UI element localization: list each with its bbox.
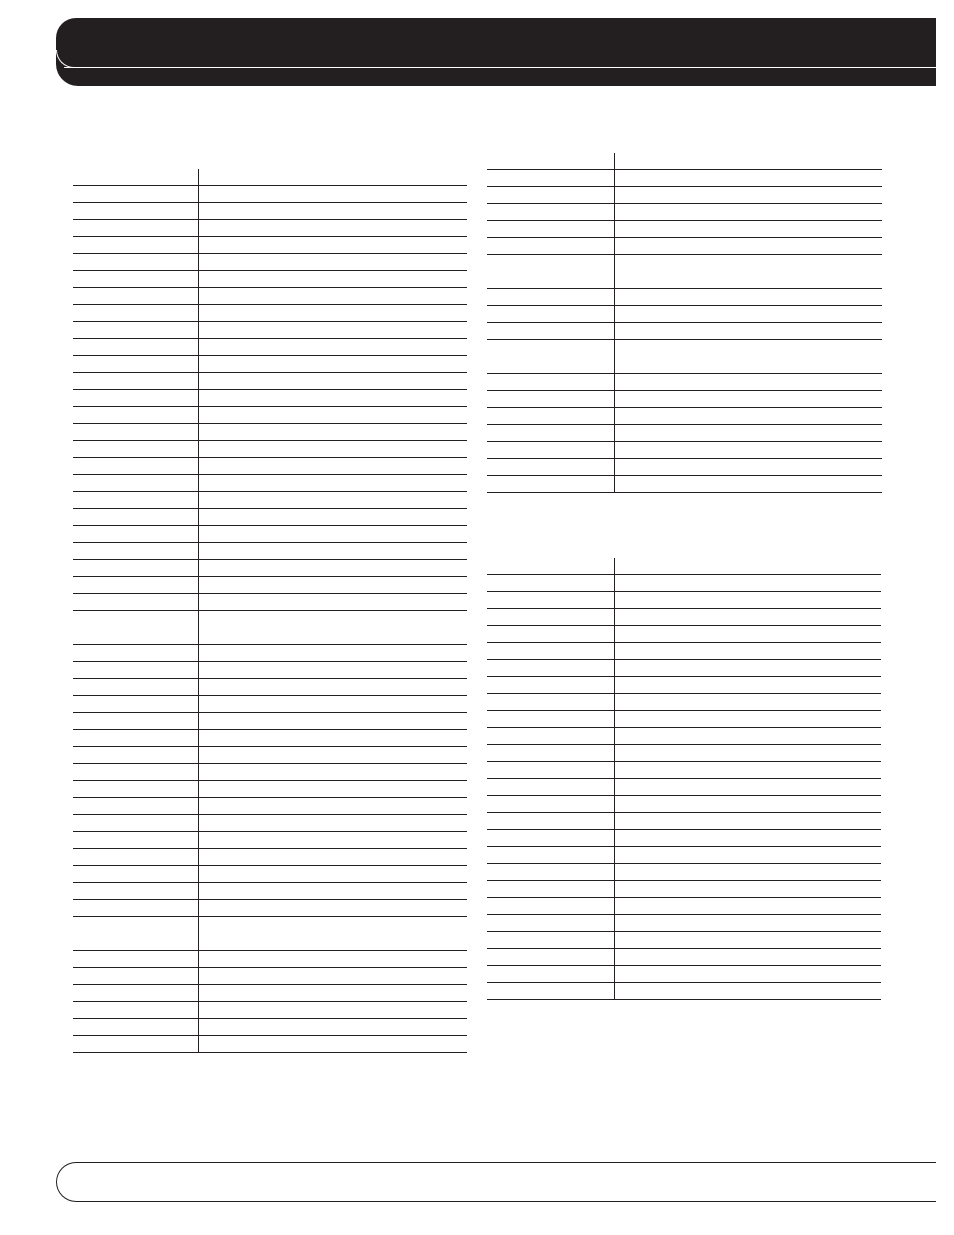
cell-key <box>73 339 198 356</box>
cell-key <box>73 594 198 611</box>
cell-value <box>198 968 467 985</box>
cell-key <box>73 679 198 696</box>
cell-value <box>614 677 881 694</box>
table-row <box>73 900 467 917</box>
table-row <box>487 374 882 391</box>
cell-key <box>487 391 614 408</box>
column-header <box>487 558 614 575</box>
table-row <box>73 271 467 288</box>
cell-value <box>198 220 467 237</box>
table-row <box>487 442 882 459</box>
cell-value <box>614 847 881 864</box>
table-row <box>487 949 881 966</box>
cell-value <box>614 864 881 881</box>
table-row <box>73 220 467 237</box>
cell-key <box>487 796 614 813</box>
cell-value <box>614 983 881 1000</box>
table-header-row <box>487 558 881 575</box>
cell-key <box>73 645 198 662</box>
cell-value <box>198 288 467 305</box>
cell-value <box>198 594 467 611</box>
cell-value <box>614 170 882 187</box>
column-header <box>614 558 881 575</box>
cell-key <box>487 459 614 476</box>
cell-value <box>614 949 881 966</box>
cell-value <box>198 373 467 390</box>
cell-value <box>614 442 882 459</box>
cell-value <box>198 747 467 764</box>
cell-value <box>614 476 882 493</box>
cell-value <box>198 951 467 968</box>
cell-value <box>614 745 881 762</box>
cell-value <box>198 577 467 594</box>
cell-value <box>614 711 881 728</box>
page-footer-frame <box>56 1162 936 1202</box>
table-row <box>73 1036 467 1053</box>
table-row <box>487 932 881 949</box>
table-row <box>487 238 882 255</box>
cell-value <box>614 915 881 932</box>
table-row <box>73 866 467 883</box>
cell-key <box>487 187 614 204</box>
table-row <box>73 645 467 662</box>
cell-value <box>198 322 467 339</box>
table-row <box>487 762 881 779</box>
cell-key <box>73 730 198 747</box>
cell-value <box>614 728 881 745</box>
cell-key <box>73 1002 198 1019</box>
table-row <box>487 694 881 711</box>
cell-key <box>73 390 198 407</box>
cell-key <box>73 917 198 951</box>
table-row <box>73 305 467 322</box>
table-row <box>73 696 467 713</box>
cell-key <box>73 832 198 849</box>
cell-value <box>614 187 882 204</box>
cell-value <box>198 390 467 407</box>
cell-key <box>487 881 614 898</box>
cell-key <box>487 864 614 881</box>
table-row <box>73 1019 467 1036</box>
table-row <box>73 883 467 900</box>
cell-value <box>198 679 467 696</box>
cell-value <box>614 796 881 813</box>
cell-key <box>73 662 198 679</box>
cell-key <box>73 883 198 900</box>
cell-key <box>73 458 198 475</box>
table-row <box>73 560 467 577</box>
cell-key <box>73 220 198 237</box>
table-row <box>487 170 882 187</box>
cell-key <box>487 728 614 745</box>
cell-value <box>198 543 467 560</box>
table-row <box>73 203 467 220</box>
table-row <box>73 849 467 866</box>
table-row <box>73 526 467 543</box>
table-row <box>73 985 467 1002</box>
table-row <box>73 254 467 271</box>
table-row <box>487 626 881 643</box>
column-header <box>73 169 198 186</box>
cell-key <box>73 509 198 526</box>
table-row <box>73 356 467 373</box>
cell-key <box>487 425 614 442</box>
table-row <box>487 677 881 694</box>
column-header <box>614 153 882 170</box>
cell-key <box>73 900 198 917</box>
cell-value <box>614 374 882 391</box>
cell-key <box>73 424 198 441</box>
cell-key <box>487 745 614 762</box>
cell-key <box>487 170 614 187</box>
cell-key <box>487 694 614 711</box>
cell-value <box>614 238 882 255</box>
cell-key <box>73 866 198 883</box>
cell-value <box>198 866 467 883</box>
table-row <box>73 679 467 696</box>
table-header-row <box>73 169 467 186</box>
cell-value <box>614 306 882 323</box>
table-row <box>73 509 467 526</box>
cell-value <box>198 458 467 475</box>
cell-value <box>614 643 881 660</box>
cell-key <box>73 288 198 305</box>
cell-value <box>198 356 467 373</box>
cell-key <box>487 677 614 694</box>
cell-key <box>487 915 614 932</box>
cell-key <box>487 306 614 323</box>
cell-value <box>198 781 467 798</box>
cell-value <box>198 492 467 509</box>
cell-value <box>614 609 881 626</box>
cell-key <box>487 966 614 983</box>
cell-value <box>614 932 881 949</box>
table-row <box>487 187 882 204</box>
cell-value <box>198 305 467 322</box>
cell-key <box>487 408 614 425</box>
table-row <box>73 594 467 611</box>
page-header-bar <box>56 18 936 86</box>
table-row <box>487 391 882 408</box>
table-row <box>487 459 882 476</box>
table-row <box>487 221 882 238</box>
cell-key <box>73 407 198 424</box>
cell-key <box>487 238 614 255</box>
table-row <box>73 832 467 849</box>
cell-value <box>198 764 467 781</box>
cell-value <box>198 526 467 543</box>
table-row <box>73 339 467 356</box>
cell-value <box>198 832 467 849</box>
table-row <box>73 1002 467 1019</box>
table-row <box>73 288 467 305</box>
cell-value <box>614 626 881 643</box>
cell-value <box>614 289 882 306</box>
cell-key <box>487 779 614 796</box>
cell-value <box>198 713 467 730</box>
cell-value <box>198 1002 467 1019</box>
cell-value <box>198 1036 467 1053</box>
cell-key <box>487 762 614 779</box>
cell-key <box>73 186 198 203</box>
table-row <box>487 847 881 864</box>
cell-value <box>614 830 881 847</box>
cell-value <box>198 339 467 356</box>
table-header-row <box>487 153 882 170</box>
cell-value <box>614 762 881 779</box>
table-row <box>73 781 467 798</box>
table-row <box>73 407 467 424</box>
column-header <box>487 153 614 170</box>
cell-key <box>73 237 198 254</box>
table-row <box>73 611 467 645</box>
cell-value <box>614 204 882 221</box>
cell-value <box>198 424 467 441</box>
cell-key <box>487 949 614 966</box>
cell-value <box>198 509 467 526</box>
cell-value <box>198 611 467 645</box>
table-row <box>487 340 882 374</box>
cell-value <box>198 475 467 492</box>
cell-value <box>198 237 467 254</box>
cell-key <box>73 1019 198 1036</box>
table-row <box>73 798 467 815</box>
table-row <box>73 747 467 764</box>
cell-key <box>487 323 614 340</box>
table-row <box>73 917 467 951</box>
cell-value <box>614 391 882 408</box>
cell-key <box>487 813 614 830</box>
cell-key <box>73 543 198 560</box>
cell-value <box>198 730 467 747</box>
table-row <box>487 425 882 442</box>
cell-key <box>487 660 614 677</box>
cell-value <box>614 575 881 592</box>
cell-key <box>73 577 198 594</box>
cell-value <box>198 407 467 424</box>
table-row <box>487 898 881 915</box>
cell-key <box>73 526 198 543</box>
cell-key <box>487 575 614 592</box>
table-row <box>487 609 881 626</box>
cell-value <box>614 255 882 289</box>
cell-key <box>73 254 198 271</box>
table-row <box>487 592 881 609</box>
cell-value <box>614 459 882 476</box>
cell-key <box>73 560 198 577</box>
cell-value <box>614 425 882 442</box>
table-row <box>73 951 467 968</box>
cell-value <box>614 323 882 340</box>
table-row <box>487 779 881 796</box>
cell-key <box>487 255 614 289</box>
cell-key <box>73 271 198 288</box>
cell-value <box>198 849 467 866</box>
cell-key <box>487 983 614 1000</box>
code-table-right-bottom <box>487 558 881 1000</box>
cell-value <box>614 592 881 609</box>
cell-key <box>73 815 198 832</box>
table-row <box>73 390 467 407</box>
cell-value <box>198 798 467 815</box>
cell-value <box>614 660 881 677</box>
cell-key <box>73 781 198 798</box>
cell-key <box>73 492 198 509</box>
cell-key <box>73 985 198 1002</box>
table-row <box>487 255 882 289</box>
cell-key <box>73 713 198 730</box>
cell-key <box>73 611 198 645</box>
cell-key <box>487 442 614 459</box>
cell-value <box>198 883 467 900</box>
cell-value <box>198 815 467 832</box>
table-row <box>73 543 467 560</box>
cell-key <box>487 204 614 221</box>
cell-key <box>73 322 198 339</box>
code-table-right-top <box>487 153 882 493</box>
table-row <box>73 237 467 254</box>
table-row <box>487 745 881 762</box>
cell-key <box>73 798 198 815</box>
table-row <box>73 492 467 509</box>
table-row <box>73 662 467 679</box>
cell-value <box>614 881 881 898</box>
code-table-left <box>73 169 467 1053</box>
table-row <box>73 424 467 441</box>
header-rule-line <box>64 67 936 68</box>
cell-key <box>73 475 198 492</box>
table-row <box>487 408 882 425</box>
cell-key <box>487 592 614 609</box>
cell-value <box>198 645 467 662</box>
cell-value <box>198 985 467 1002</box>
cell-key <box>73 373 198 390</box>
table-row <box>73 441 467 458</box>
cell-key <box>487 289 614 306</box>
cell-key <box>73 1036 198 1053</box>
cell-value <box>614 221 882 238</box>
table-row <box>73 713 467 730</box>
cell-key <box>73 747 198 764</box>
cell-value <box>198 696 467 713</box>
cell-value <box>198 900 467 917</box>
cell-key <box>487 626 614 643</box>
cell-key <box>487 847 614 864</box>
cell-key <box>487 643 614 660</box>
table-row <box>73 186 467 203</box>
cell-value <box>198 917 467 951</box>
table-row <box>73 815 467 832</box>
cell-value <box>198 186 467 203</box>
cell-key <box>487 932 614 949</box>
cell-key <box>487 609 614 626</box>
table-row <box>487 643 881 660</box>
table-row <box>487 476 882 493</box>
cell-value <box>198 271 467 288</box>
cell-value <box>614 340 882 374</box>
cell-key <box>487 830 614 847</box>
table-row <box>487 306 882 323</box>
table-row <box>487 323 882 340</box>
cell-key <box>73 441 198 458</box>
cell-key <box>73 203 198 220</box>
cell-key <box>487 711 614 728</box>
cell-value <box>198 441 467 458</box>
table-row <box>487 915 881 932</box>
cell-value <box>614 408 882 425</box>
cell-value <box>614 813 881 830</box>
table-row <box>487 864 881 881</box>
table-row <box>73 458 467 475</box>
table-row <box>73 373 467 390</box>
table-row <box>73 968 467 985</box>
cell-value <box>614 898 881 915</box>
cell-key <box>487 898 614 915</box>
cell-value <box>198 662 467 679</box>
table-row <box>487 204 882 221</box>
column-header <box>198 169 467 186</box>
table-row <box>73 577 467 594</box>
table-row <box>487 813 881 830</box>
table-row <box>487 728 881 745</box>
table-row <box>487 966 881 983</box>
cell-value <box>198 203 467 220</box>
cell-value <box>198 254 467 271</box>
cell-value <box>198 560 467 577</box>
table-row <box>487 830 881 847</box>
cell-key <box>487 221 614 238</box>
table-row <box>73 730 467 747</box>
table-row <box>487 289 882 306</box>
cell-key <box>73 849 198 866</box>
table-row <box>487 983 881 1000</box>
cell-value <box>614 694 881 711</box>
cell-key <box>487 374 614 391</box>
cell-key <box>487 340 614 374</box>
table-row <box>73 322 467 339</box>
table-row <box>73 475 467 492</box>
table-row <box>73 764 467 781</box>
cell-key <box>73 951 198 968</box>
cell-value <box>614 779 881 796</box>
cell-key <box>487 476 614 493</box>
table-row <box>487 881 881 898</box>
cell-key <box>73 305 198 322</box>
cell-value <box>614 966 881 983</box>
table-row <box>487 711 881 728</box>
table-row <box>487 660 881 677</box>
cell-key <box>73 356 198 373</box>
table-row <box>487 796 881 813</box>
cell-value <box>198 1019 467 1036</box>
cell-key <box>73 696 198 713</box>
cell-key <box>73 968 198 985</box>
cell-key <box>73 764 198 781</box>
table-row <box>487 575 881 592</box>
